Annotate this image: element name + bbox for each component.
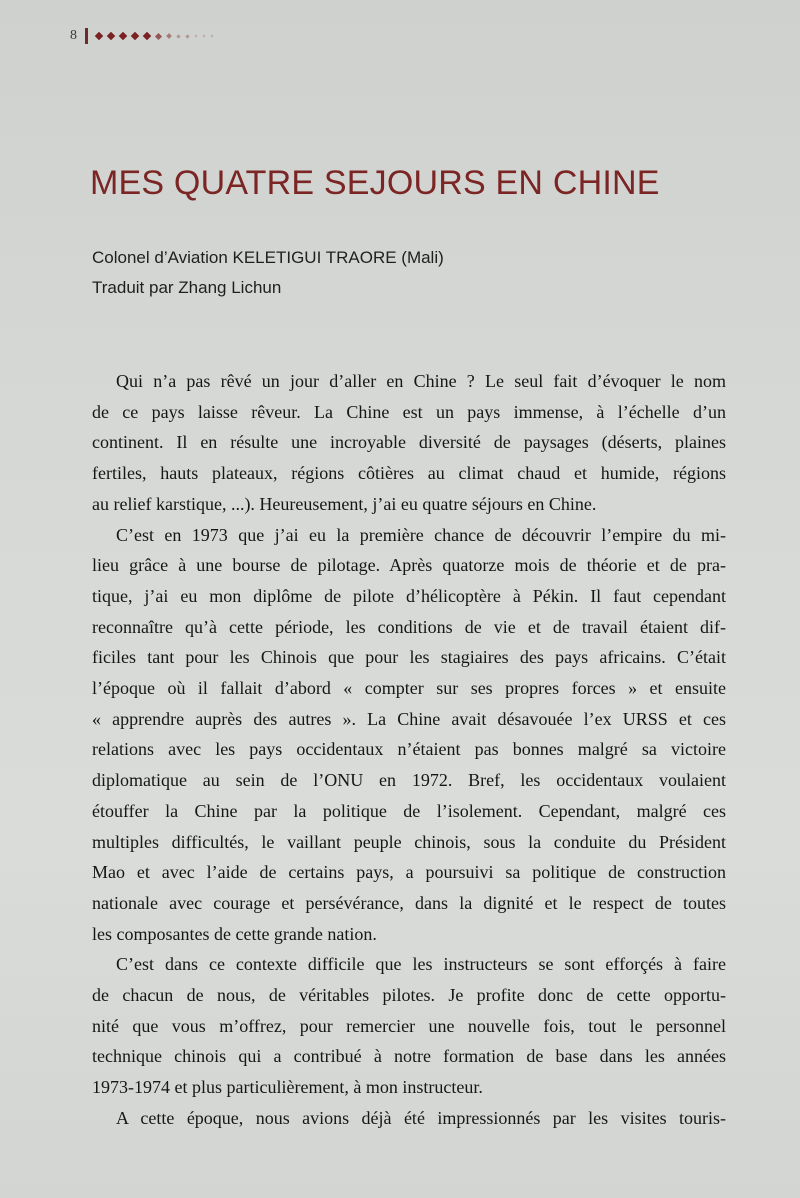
decorative-diamonds-icon: [96, 33, 213, 39]
body-line: nité que vous m’offrez, pour remercier une nouvelle fois, tout le personnel: [92, 1015, 726, 1036]
body-line: fertiles, hauts plateaux, régions côtières au climat chaud et humide, régions: [92, 463, 726, 484]
body-line: 1973-1974 et plus particulièrement, à mon instructeur.: [92, 1077, 483, 1098]
body-line: continent. Il en résulte une incroyable diversité de paysages (déserts, plaines: [92, 432, 726, 453]
body-line: Qui n’a pas rêvé un jour d’aller en Chine ? Le seul fait d’évoquer le nom: [116, 371, 726, 391]
body-line: « apprendre auprès des autres ». La Chine avait désavouée l’ex URSS et ces: [92, 708, 726, 729]
article-title: MES QUATRE SEJOURS EN CHINE: [90, 164, 660, 202]
body-line: diplomatique au sein de l’ONU en 1972. Bref, les occidentaux voulaient: [92, 770, 726, 791]
body-line: étouffer la Chine par la politique de l’isolement. Cependant, malgré ces: [92, 800, 726, 821]
body-line: reconnaître qu’à cette période, les conditions de vie et de travail étaient dif-: [92, 616, 726, 637]
article-body: [92, 366, 726, 1134]
body-line: tique, j’ai eu mon diplôme de pilote d’hélicoptère à Pékin. Il faut cependant: [92, 585, 726, 606]
body-line: relations avec les pays occidentaux n’étaient pas bonnes malgré sa victoire: [92, 739, 726, 760]
body-line: les composantes de cette grande nation.: [92, 923, 377, 944]
header-divider: [85, 28, 88, 44]
body-line: nationale avec courage et persévérance, dans la dignité et le respect de toutes: [92, 892, 726, 913]
page-number: 8: [70, 28, 77, 43]
body-line: de ce pays laisse rêveur. La Chine est un pays immense, à l’échelle d’un: [92, 401, 726, 422]
body-line: C’est dans ce contexte difficile que les instructeurs se sont efforçés à faire: [116, 954, 726, 975]
author-line: Colonel d’Aviation KELETIGUI TRAORE (Mali): [92, 248, 444, 267]
body-line: de chacun de nous, de véritables pilotes. Je profite donc de cette opportu-: [92, 985, 726, 1006]
body-line: Mao et avec l’aide de certains pays, a poursuivi sa politique de construction: [92, 862, 726, 883]
translator-line: Traduit par Zhang Lichun: [92, 278, 282, 297]
body-line: au relief karstique, ...). Heureusement, j’ai eu quatre séjours en Chine.: [92, 493, 597, 514]
body-line: multiples difficultés, le vaillant peuple chinois, sous la conduite du Président: [92, 831, 726, 852]
body-line: C’est en 1973 que j’ai eu la première chance de découvrir l’empire du mi-: [116, 524, 726, 545]
body-line: technique chinois qui a contribué à notre formation de base dans les années: [92, 1046, 726, 1067]
running-header: [70, 28, 213, 44]
body-line: l’époque où il fallait d’abord « compter sur ses propres forces » et ensuite: [92, 678, 726, 699]
body-line: A cette époque, nous avions déjà été impressionnés par les visites touris-: [116, 1107, 726, 1128]
byline: [92, 243, 444, 303]
body-line: lieu grâce à une bourse de pilotage. Après quatorze mois de théorie et de pra-: [92, 555, 726, 576]
body-line: ficiles tant pour les Chinois que pour les stagiaires des pays africains. C’était: [92, 647, 726, 668]
